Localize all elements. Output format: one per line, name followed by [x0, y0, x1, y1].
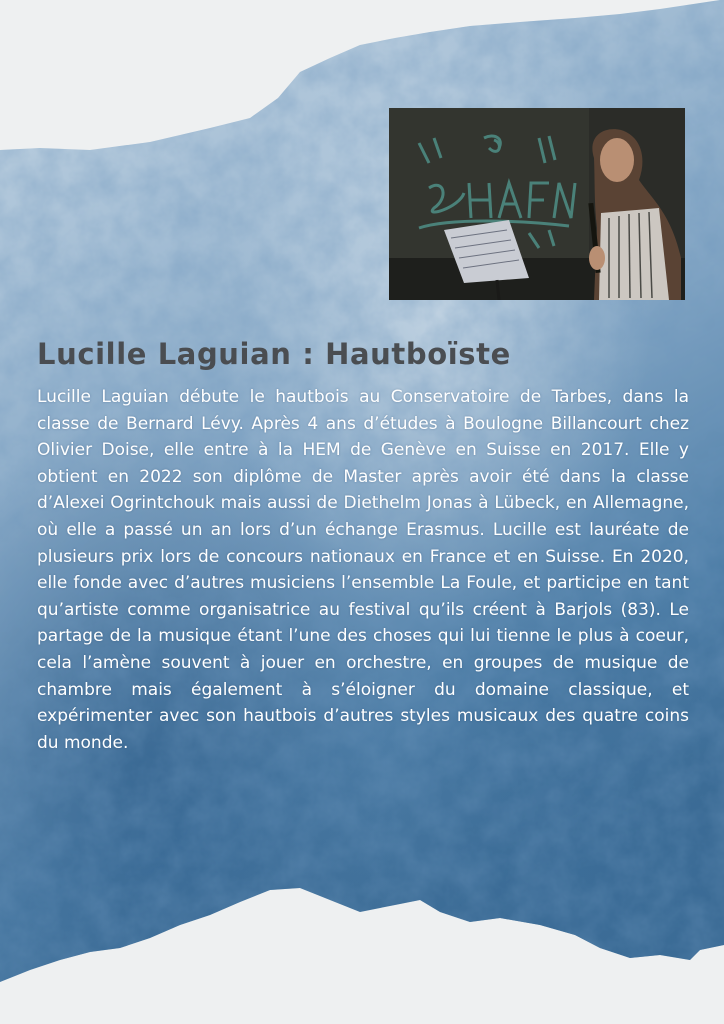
page-title: Lucille Laguian : Hautboïste — [37, 337, 511, 371]
biography-text: Lucille Laguian débute le hautbois au Conservatoire de Tarbes, dans la classe de Bernard Lévy. Après 4 ans d’études à Boulogne Billancourt chez Olivier Doise, elle entre à la HEM de Genève en Suisse en 2017. Elle y obtient en 2022 son diplôme de Master après avoir été dans la classe d’Alexei Ogrintchouk mais aussi de Diethelm Jonas à Lübeck, en Allemagne, où elle a passé un an lors d’un échange Erasmus. Lucille est lauréate de plusieurs prix lors de concours nationaux en France et en Suisse. En 2020, elle fonde avec d’autres musiciens l’ensemble La Foule, et participe en tant qu’artiste comme organisatrice au festival qu’ils créent à Barjols (83). Le partage de la musique étant l’une des choses qui lui tienne le plus à coeur, cela l’amène souvent à jouer en orchestre, en groupes de musique de chambre mais également à s’éloigner du domaine classique, et expérimenter avec son hautbois d’autres styles musicaux des quatre coins du monde. — [37, 387, 689, 753]
photo-image — [389, 108, 685, 300]
musician-photo — [389, 108, 685, 300]
